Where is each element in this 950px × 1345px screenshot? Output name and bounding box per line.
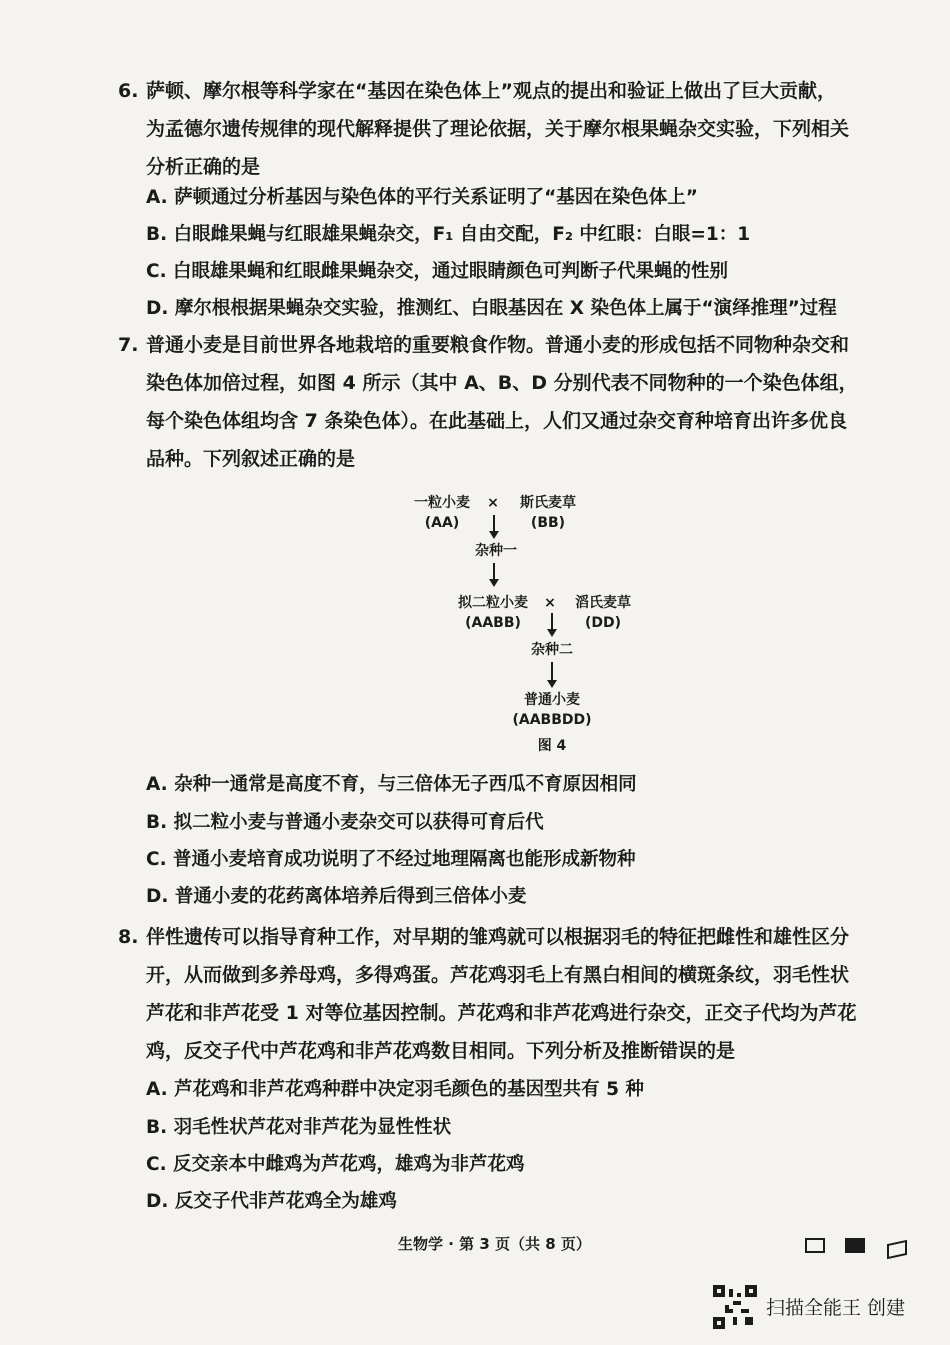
square-filled-icon xyxy=(845,1238,865,1253)
scanner-watermark: 扫描全能王 创建 xyxy=(766,1297,906,1319)
arrow-down-icon xyxy=(493,515,495,537)
arrow-down-icon xyxy=(493,563,495,585)
parent-aegilops-speltoides: 斯氏麦草 (BB) xyxy=(520,495,576,531)
qr-code-icon xyxy=(713,1285,757,1329)
q8-option-a: A. 芦花鸡和非芦花鸡种群中决定羽毛颜色的基因型共有 5 种 xyxy=(146,1079,644,1100)
question-6 xyxy=(118,72,918,186)
q7-option-d: D. 普通小麦的花药离体培养后得到三倍体小麦 xyxy=(146,886,527,907)
question-text: 萨顿、摩尔根等科学家在“基因在染色体上”观点的提出和验证上做出了巨大贡献， xyxy=(146,80,836,102)
q6-option-b: B. 白眼雌果蝇与红眼雄果蝇杂交，F₁ 自由交配，F₂ 中红眼：白眼=1：1 xyxy=(146,224,751,245)
question-text: 伴性遗传可以指导育种工作，对早期的雏鸡就可以根据羽毛的特征把雌性和雄性区分 xyxy=(146,926,850,948)
parent-einkorn: 一粒小麦 (AA) xyxy=(414,495,470,531)
question-text: 开，从而做到多养母鸡，多得鸡蛋。芦花鸡羽毛上有黑白相间的横斑条纹，羽毛性状 xyxy=(146,964,850,986)
common-wheat: 普通小麦 (AABBDD) xyxy=(512,692,592,728)
q8-option-d: D. 反交子代非芦花鸡全为雄鸡 xyxy=(146,1191,397,1212)
q8-option-b: B. 羽毛性状芦花对非芦花为显性性状 xyxy=(146,1117,452,1138)
question-text: 普通小麦是目前世界各地栽培的重要粮食作物。普通小麦的形成包括不同物种杂交和 xyxy=(146,334,850,356)
question-8 xyxy=(118,918,918,1070)
q8-option-c: C. 反交亲本中雌鸡为芦花鸡，雄鸡为非芦花鸡 xyxy=(146,1154,525,1175)
cross-symbol: × xyxy=(544,595,556,611)
arrow-down-icon xyxy=(551,613,553,635)
question-7 xyxy=(118,326,918,478)
hybrid-one: 杂种一 xyxy=(475,543,517,559)
question-number: 6. xyxy=(118,80,139,102)
question-text: 芦花和非芦花受 1 对等位基因控制。芦花鸡和非芦花鸡进行杂交，正交子代均为芦花 xyxy=(146,1002,857,1024)
cross-symbol: × xyxy=(487,495,499,511)
square-outline-icon xyxy=(805,1238,825,1253)
question-number: 7. xyxy=(118,334,139,356)
square-skewed-icon xyxy=(887,1240,907,1259)
q6-option-d: D. 摩尔根根据果蝇杂交实验，推测红、白眼基因在 X 染色体上属于“演绎推理”过程 xyxy=(146,298,837,319)
q7-option-b: B. 拟二粒小麦与普通小麦杂交可以获得可育后代 xyxy=(146,812,544,833)
q7-option-a: A. 杂种一通常是高度不育，与三倍体无子西瓜不育原因相同 xyxy=(146,774,637,795)
question-text: 品种。下列叙述正确的是 xyxy=(146,448,356,470)
question-text: 分析正确的是 xyxy=(146,156,261,178)
question-text: 每个染色体组均含 7 条染色体）。在此基础上，人们又通过杂交育种培育出许多优良 xyxy=(146,410,847,432)
parent-aegilops-tauschii: 滔氏麦草 (DD) xyxy=(575,595,631,631)
q7-option-c: C. 普通小麦培育成功说明了不经过地理隔离也能形成新物种 xyxy=(146,849,636,870)
q6-option-a: A. 萨顿通过分析基因与染色体的平行关系证明了“基因在染色体上” xyxy=(146,187,698,208)
hybrid-two: 杂种二 xyxy=(531,642,573,658)
arrow-down-icon xyxy=(551,662,553,686)
q6-option-c: C. 白眼雄果蝇和红眼雌果蝇杂交，通过眼睛颜色可判断子代果蝇的性别 xyxy=(146,261,729,282)
page-footer: 生物学 · 第 3 页（共 8 页） xyxy=(398,1235,591,1253)
question-number: 8. xyxy=(118,926,139,948)
figure-caption: 图 4 xyxy=(537,738,567,754)
question-text: 鸡，反交子代中芦花鸡和非芦花鸡数目相同。下列分析及推断错误的是 xyxy=(146,1040,736,1062)
question-text: 染色体加倍过程，如图 4 所示（其中 A、B、D 分别代表不同物种的一个染色体组， xyxy=(146,372,858,394)
question-text: 为孟德尔遗传规律的现代解释提供了理论依据，关于摩尔根果蝇杂交实验，下列相关 xyxy=(146,118,850,140)
parent-wild-emmer: 拟二粒小麦 (AABB) xyxy=(458,595,528,631)
